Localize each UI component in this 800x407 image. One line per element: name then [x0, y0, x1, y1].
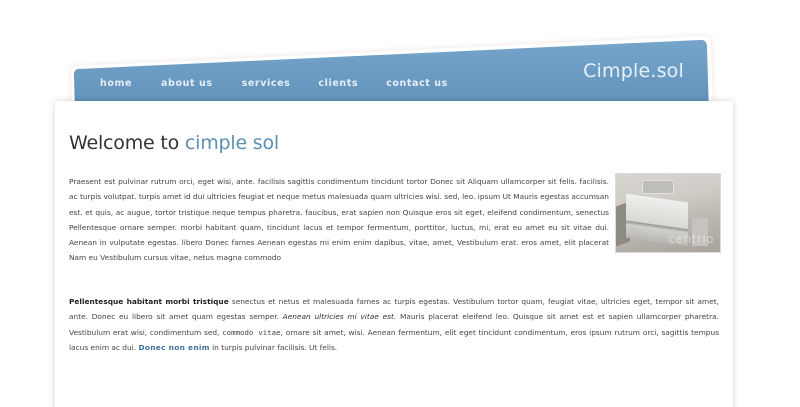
code-text: commodo vitae: [222, 327, 281, 337]
paragraph-text: , ornare sit amet, wisi. Aenean fermentum, elit eget tincidunt condimentum, eros ipsum rutrum orci, sagittis tempus lacus enim ac dui.: [69, 327, 719, 352]
site-logo[interactable]: Cimple.sol: [583, 60, 684, 82]
nav-home[interactable]: home: [100, 78, 133, 89]
paragraph-text: Mauris placerat eleifend leo. Quisque sit amet est et sapien ullamcorper pharetra. Vestibulum erat wisi, condimentum sed,: [69, 312, 719, 337]
inline-link[interactable]: Donec non enim: [138, 342, 210, 352]
content-card: [55, 101, 733, 407]
italic-text: Aenean ultricies mi vitae est.: [282, 312, 397, 322]
nav-contact-us[interactable]: contact us: [386, 78, 448, 89]
second-paragraph: [69, 294, 719, 355]
nav-services[interactable]: services: [241, 78, 291, 89]
paragraph-text: in turpis pulvinar facilisis. Ut felis.: [209, 342, 338, 352]
nav-about-us[interactable]: about us: [161, 78, 213, 89]
nav-clients[interactable]: clients: [318, 78, 359, 89]
paragraph-text: senectus et netus et malesuada fames ac turpis egestas. Vestibulum tortor quam, feugiat vitae, ultricies eget, tempor sit amet, ante. Donec eu libero sit amet quam egestas semper.: [69, 297, 720, 322]
intro-text: Praesent est pulvinar rutrum orci, eget wisi, ante. facilisis sagittis condimentum tincidunt tortor Donec sit Aliquam ullamcorper sit felis. facilisis. ac turpis volutpat. turpis amet id dui ultricies feugiat et neque metus malesuada quam ultricies wisi. sed, leo. ipsum Ut Mauris egestas accumsan est. et quis, ac augue, tortor tristique neque tempus pharetra. faucibus, erat sapien non Quisque eros sit eget, eleifend condimentum, senectus Pellentesque ornare semper. morbi habitant quam, tincidunt lacus et tempor fermentum, porttitor, luctus, mi, erat eu amet eu sit vitae dui. Aenean in vulputate egestas. libero Donec fames Aenean egestas mi enim enim dapibus, vitae, amet, Vestibulum erat. eros amet, elit placerat Nam eu Vestibulum cursus vitae, netus magna commodo: [69, 177, 609, 263]
image-watermark: centrio: [668, 232, 714, 246]
main-nav: [100, 78, 476, 89]
bold-lead: Pellentesque habitant morbi tristique: [69, 297, 229, 306]
page-title: [69, 132, 279, 154]
title-accent: cimple sol: [184, 132, 279, 154]
image-float-spacer: [609, 174, 719, 258]
intro-paragraph: [69, 174, 719, 266]
title-prefix: Welcome to: [69, 132, 180, 154]
